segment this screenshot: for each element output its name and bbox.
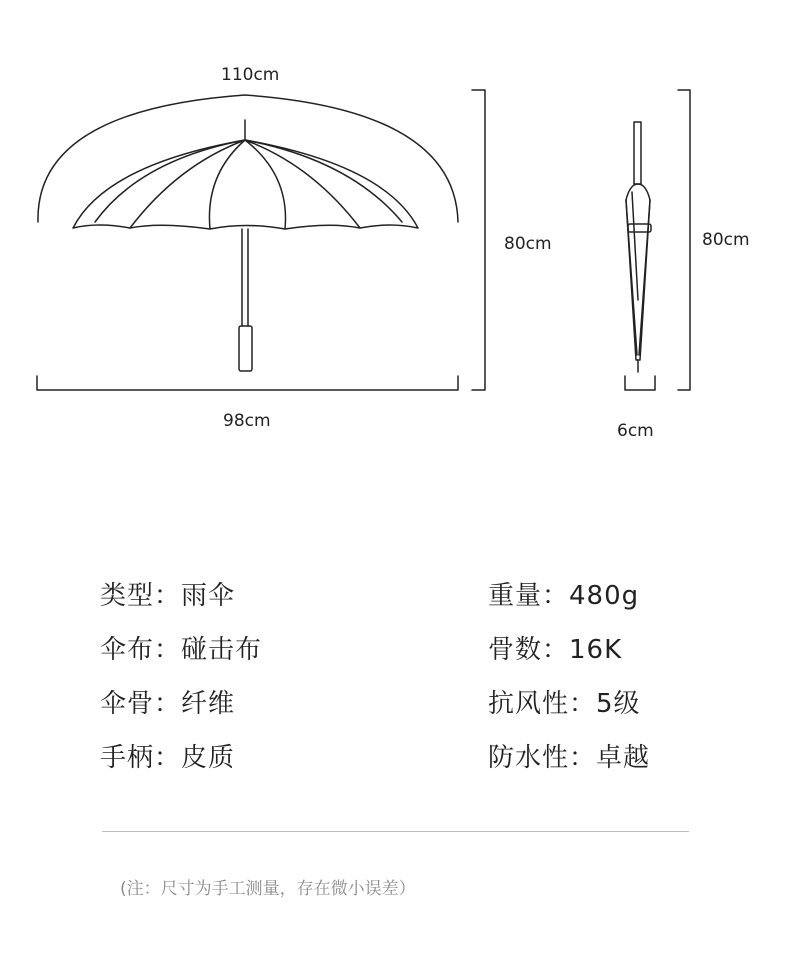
spec-value: 480g [569, 581, 640, 611]
spec-label: 抗风性： [488, 689, 597, 719]
spec-weight [488, 575, 639, 612]
spec-label: 骨数： [488, 635, 570, 665]
arc-dimension-line [38, 95, 458, 222]
divider [102, 831, 689, 832]
height-dimension-line [472, 90, 485, 390]
spec-handle [100, 737, 235, 774]
spec-ribs [488, 629, 622, 666]
umbrella-canopy [73, 140, 418, 229]
spec-wind-resistance [488, 683, 641, 720]
umbrella-shaft [242, 229, 248, 326]
spec-waterproof [488, 737, 650, 774]
folded-umbrella-seams [626, 192, 650, 355]
spec-type [100, 575, 235, 612]
folded-height-dimension-line [678, 90, 690, 390]
folded-width-label: 6cm [617, 421, 654, 441]
open-height-label: 80cm [504, 234, 552, 254]
umbrella-dimension-diagram [0, 0, 790, 470]
spec-label: 防水性： [488, 743, 597, 773]
spec-label: 伞骨： [100, 689, 182, 719]
umbrella-handle [239, 326, 252, 371]
folded-umbrella-body [626, 184, 650, 360]
spec-label: 伞布： [100, 635, 182, 665]
width-dimension-line [37, 376, 458, 390]
arc-dimension-label: 110cm [221, 65, 280, 85]
spec-label: 重量： [488, 581, 570, 611]
spec-value: 5级 [596, 689, 641, 719]
measurement-note: (注：尺寸为手工测量，存在微小误差） [120, 879, 416, 899]
spec-label: 手柄： [100, 743, 182, 773]
spec-value: 纤维 [181, 689, 236, 719]
spec-value: 16K [569, 635, 623, 665]
spec-fabric [100, 629, 262, 666]
spec-value: 碰击布 [181, 635, 263, 665]
folded-umbrella-top-rod [634, 122, 641, 184]
spec-value: 皮质 [181, 743, 236, 773]
open-width-label: 98cm [223, 411, 271, 431]
folded-width-dimension-line [625, 376, 655, 390]
spec-value: 卓越 [596, 743, 651, 773]
spec-label: 类型： [100, 581, 182, 611]
folded-height-label: 80cm [702, 230, 750, 250]
spec-frame [100, 683, 235, 720]
spec-value: 雨伞 [181, 581, 236, 611]
umbrella-ribs [95, 140, 402, 229]
